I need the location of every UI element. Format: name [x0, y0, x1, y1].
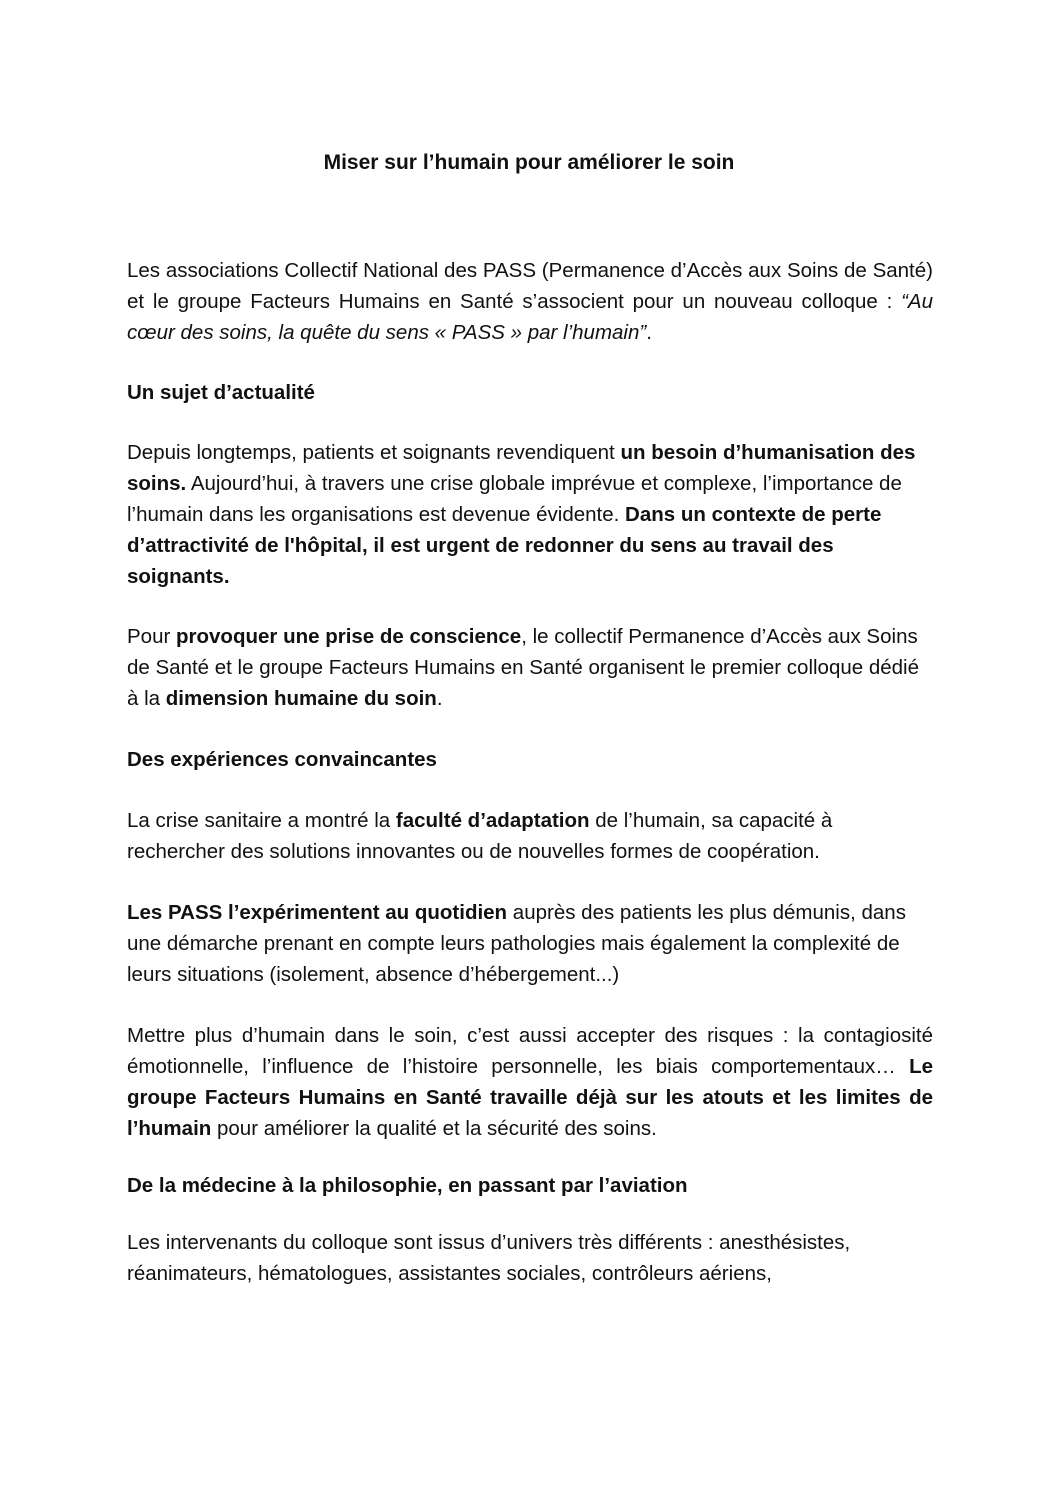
section-heading-actualite: Un sujet d’actualité: [127, 381, 315, 404]
paragraph-risques: [127, 1020, 933, 1144]
bold-text: provoquer une prise de conscience: [176, 625, 522, 648]
intro-text: Les associations Collectif National des PASS (Permanence d’Accès aux Soins de Santé) et le groupe Facteurs Humains en Santé s’associent pour un nouveau colloque :: [127, 259, 933, 313]
bold-text: Dans un contexte de perte d’attractivité de l'hôpital, il est urgent de redonner du sens au travail des soignants.: [127, 503, 882, 588]
paragraph-text: Depuis longtemps, patients et soignants revendiquent: [127, 441, 621, 464]
paragraph-intervenants: Les intervenants du colloque sont issus d’univers très différents : anesthésistes, réanimateurs, hématologues, assistantes sociales, contrôleurs aériens,: [127, 1231, 851, 1285]
paragraph-text: auprès des patients les plus démunis, dans une démarche prenant en compte leurs pathologies mais également la complexité de leurs situations (isolement, absence d’hébergement...): [127, 901, 906, 986]
paragraph-text: .: [436, 687, 443, 710]
paragraph-pass-quotidien: [127, 897, 933, 990]
section-heading-medecine: De la médecine à la philosophie, en passant par l’aviation: [127, 1174, 688, 1197]
paragraph-text: La crise sanitaire a montré la: [127, 809, 396, 832]
paragraph-prise-de-conscience: [127, 621, 933, 714]
document-title: Miser sur l’humain pour améliorer le soin: [323, 151, 735, 174]
document-body: [127, 255, 933, 1289]
paragraph-text: pour améliorer la qualité et la sécurité des soins.: [211, 1117, 657, 1140]
paragraph-text: Aujourd’hui, à travers une crise globale imprévue et complexe, l’importance de l’humain dans les organisations est devenue évidente.: [127, 472, 902, 526]
intro-text-end: .: [646, 321, 652, 344]
paragraph-crise-sanitaire: [127, 805, 933, 867]
paragraph-text: Mettre plus d’humain dans le soin, c’est aussi accepter des risques : la contagiosité émotionnelle, l’influence de l’histoire personnelle, les biais comportementaux…: [127, 1024, 933, 1078]
section-heading-experiences: Des expériences convaincantes: [127, 748, 437, 771]
colloque-title-quote: “Au cœur des soins, la quête du sens « PASS » par l’humain”: [127, 290, 933, 344]
bold-text: faculté d’adaptation: [395, 809, 590, 832]
intro-paragraph: [127, 255, 933, 348]
bold-text: un besoin d’humanisation des soins.: [127, 441, 916, 495]
paragraph-text: Pour: [127, 625, 176, 648]
bold-text: Le groupe Facteurs Humains en Santé travaille déjà sur les atouts et les limites de l’humain: [127, 1055, 933, 1140]
paragraph-besoin: [127, 437, 933, 592]
bold-text: Les PASS l’expérimentent au quotidien: [127, 901, 508, 924]
bold-text: dimension humaine du soin: [165, 687, 437, 710]
paragraph-text: de l’humain, sa capacité à rechercher des solutions innovantes ou de nouvelles formes de coopération.: [127, 809, 833, 863]
paragraph-text: , le collectif Permanence d’Accès aux Soins de Santé et le groupe Facteurs Humains en Santé organisent le premier colloque dédié à la: [127, 625, 920, 710]
